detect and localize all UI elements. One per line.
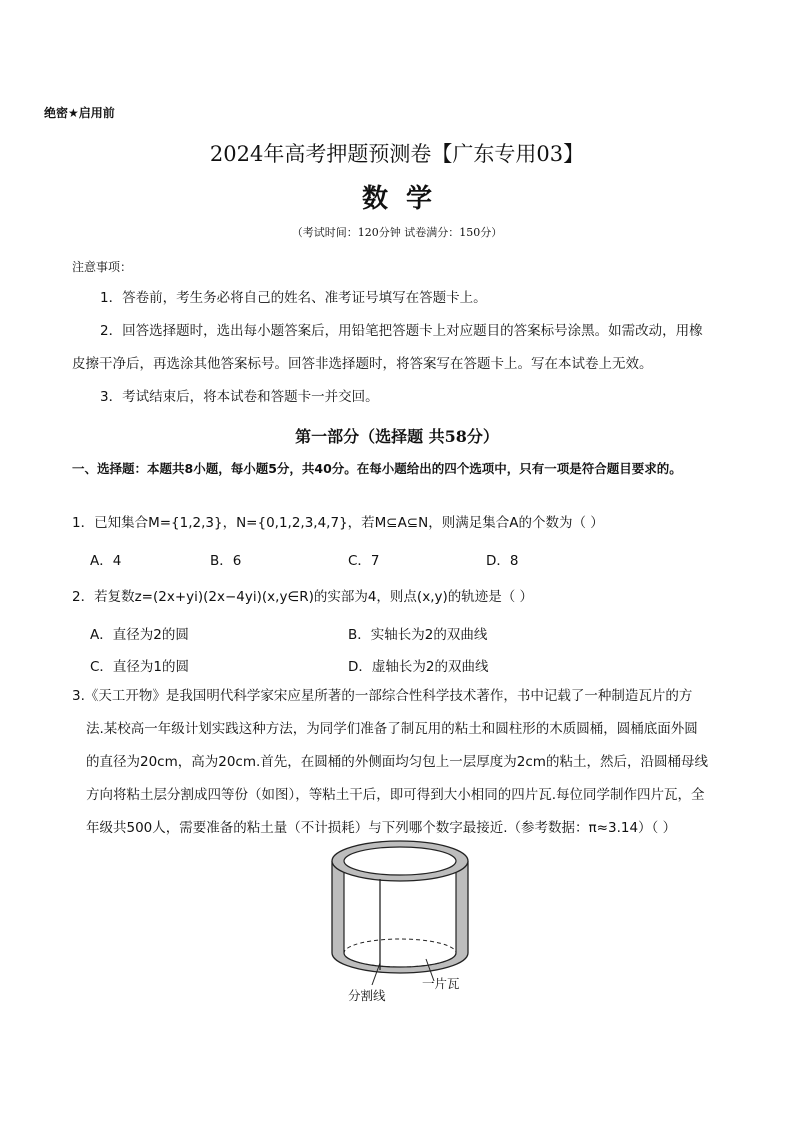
confidential-mark: 绝密★启用前	[44, 106, 115, 120]
tile-label: 一片瓦	[422, 976, 460, 991]
q1-option-d: D．8	[486, 553, 519, 569]
notice-item-2-cont: 皮擦干净后，再选涂其他答案标号。回答非选择题时，将答案写在答题卡上。写在本试卷上无效。	[72, 356, 653, 372]
q3-line-5: 年级共500人，需要准备的粘土量（不计损耗）与下列哪个数字最接近.（参考数据：π≈3.14）（ ）	[86, 820, 677, 836]
subject-title: 数学	[361, 184, 450, 214]
notice-item-1: 1．答卷前，考生务必将自己的姓名、准考证号填写在答题卡上。	[100, 290, 487, 306]
q3-line-1: 3.《天工开物》是我国明代科学家宋应星所著的一部综合性科学技术著作，书中记载了一种制造瓦片的方	[72, 688, 693, 704]
question-2-stem: 2．若复数z=(2x+yi)(2x−4yi)(x,y∈R)的实部为4，则点(x,y)的轨迹是（ ）	[72, 589, 534, 605]
q2-option-c: C．直径为1的圆	[90, 659, 190, 675]
notice-heading: 注意事项：	[72, 260, 133, 274]
exam-info: （考试时间：120分钟 试卷满分：150分）	[291, 226, 503, 239]
section-title: 第一部分（选择题 共58分）	[295, 427, 499, 446]
q3-line-4: 方向将粘土层分割成四等份（如图），等粘土干后，即可得到大小相同的四片瓦.每位同学制作四片瓦，全	[86, 787, 705, 803]
section-instruction: 一、选择题：本题共8小题，每小题5分，共40分。在每小题给出的四个选项中，只有一项是符合题目要求的。	[72, 461, 682, 476]
dividing-line-label: 分割线	[348, 988, 386, 1003]
exam-title: 2024年高考押题预测卷【广东专用03】	[209, 142, 585, 166]
notice-item-3: 3．考试结束后，将本试卷和答题卡一并交回。	[100, 389, 379, 405]
q2-option-d: D．虚轴长为2的双曲线	[348, 659, 489, 675]
q1-option-a: A．4	[90, 553, 122, 569]
question-3-stem	[72, 680, 724, 845]
q3-line-3: 的直径为20cm，高为20cm.首先，在圆桶的外侧面均匀包上一层厚度为2cm的粘土，然后，沿圆桶母线	[86, 754, 708, 770]
question-1-stem: 1．已知集合M={1,2,3}，N={0,1,2,3,4,7}，若M⊆A⊆N，则满足集合A的个数为（ ）	[72, 515, 604, 531]
top-inner-rim	[344, 847, 456, 875]
q1-option-b: B．6	[210, 553, 242, 569]
q3-line-2: 法.某校高一年级计划实践这种方法，为同学们准备了制瓦用的粘土和圆柱形的木质圆桶，圆桶底面外圆	[86, 721, 698, 737]
q2-option-b: B．实轴长为2的双曲线	[348, 627, 488, 643]
q1-option-c: C．7	[348, 553, 380, 569]
q2-option-a: A．直径为2的圆	[90, 627, 189, 643]
notice-item-2: 2．回答选择题时，选出每小题答案后，用铅笔把答题卡上对应题目的答案标号涂黑。如需改动，用橡	[100, 323, 703, 339]
